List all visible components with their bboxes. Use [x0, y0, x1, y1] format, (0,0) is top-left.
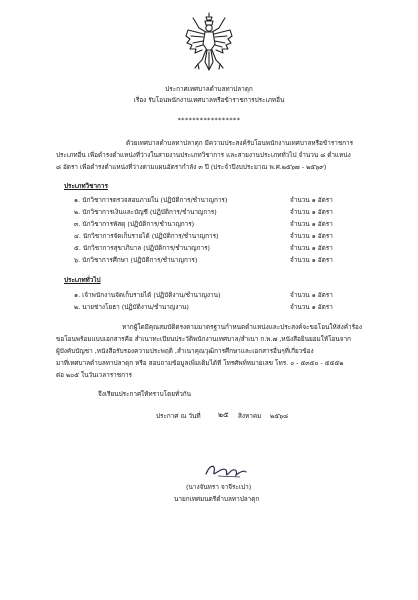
general-section-heading: ประเภททั่วไป: [64, 276, 101, 284]
academic-item-name: ๒. นักวิชาการเงินและบัญชี (ปฏิบัติการ/ชำนาญการ): [74, 208, 217, 216]
general-item-name: ๒. นายช่างโยธา (ปฏิบัติงาน/ชำนาญงาน): [74, 303, 189, 311]
date-day: ๒๕: [218, 410, 229, 419]
signer-name: (นางจันทรา จาจีระเปา): [186, 483, 252, 491]
signature-icon: [200, 460, 250, 482]
announcement-title: ประกาศเทศบาลตำบลทาปลาดุก: [165, 85, 253, 93]
academic-item-count: จำนวน ๑ อัตรา: [290, 244, 333, 252]
closing-statement: จึงเรียนประกาศให้ทราบโดยทั่วกัน: [98, 390, 192, 398]
general-item-count: จำนวน ๑ อัตรา: [290, 303, 333, 311]
academic-item-name: ๖. นักวิชาการศึกษา (ปฏิบัติการ/ชำนาญการ): [74, 256, 198, 264]
academic-item-name: ๑. นักวิชาการตรวจสอบภายใน (ปฏิบัติการ/ชำนาญการ): [74, 196, 228, 204]
academic-section-heading: ประเภทวิชาการ: [64, 182, 108, 190]
academic-item-name: ๓. นักวิชาการพัสดุ (ปฏิบัติการ/ชำนาญการ): [74, 220, 195, 228]
general-item-name: ๑. เจ้าพนักงานจัดเก็บรายได้ (ปฏิบัติงาน/ชำนาญงาน): [74, 291, 221, 299]
body-line-3: ผู้บังคับบัญชา ,หนังสือรับรองความประพฤติ ,สำเนาคุณวุฒิการศึกษาและเอกสารอื่นๆที่เกี่ยวข้อง: [56, 347, 314, 355]
date-year: ๒๕๖๘: [270, 412, 289, 420]
date-prefix: ประกาศ ณ วันที่: [156, 412, 201, 420]
academic-item-name: ๔. นักวิชาการจัดเก็บรายได้ (ปฏิบัติการ/ชำนาญการ): [74, 232, 219, 240]
academic-item-count: จำนวน ๑ อัตรา: [290, 232, 333, 240]
academic-item-count: จำนวน ๑ อัตรา: [290, 208, 333, 216]
body-line-1: หากผู้ใดมีคุณสมบัติตรงตามมาตรฐานกำหนดตำแหน่งและประสงค์จะขอโอนให้ส่งคำร้อง: [122, 323, 363, 331]
body-line-2: ขอโอนพร้อมแบบเอกสารคือ สำเนาทะเบียนประวัติพนักงานเทศบาล/สำเนา ก.พ.๗ ,หนังสือยินยอมให้โอนจาก: [56, 335, 351, 343]
body-line-5: ต่อ ๒๐๕ ในวันเวลาราชการ: [56, 371, 132, 379]
announcement-subject: เรื่อง รับโอนพนักงานเทศบาลหรือข้าราชการประเภทอื่น: [133, 96, 285, 104]
academic-item-count: จำนวน ๑ อัตรา: [290, 196, 333, 204]
academic-item-count: จำนวน ๑ อัตรา: [290, 256, 333, 264]
general-item-count: จำนวน ๑ อัตรา: [290, 291, 333, 299]
garuda-emblem-icon: [184, 12, 234, 74]
body-line-4: มาที่เทศบาลตำบลทาปลาดุก หรือ สอบถามข้อมูลเพิ่มเติมได้ที่ โทรศัพท์หมายเลข โทร. ๐ - ๕๓๕๐ - ๕๕๕๒: [56, 359, 344, 367]
academic-item-name: ๕. นักวิชาการสุขาภิบาล (ปฏิบัติการ/ชำนาญการ): [74, 244, 211, 252]
separator-stars: *****************: [177, 116, 241, 124]
intro-line-1: ด้วยเทศบาลตำบลทาปลาดุก มีความประสงค์รับโอนพนักงานเทศบาลหรือข้าราชการ: [126, 139, 354, 147]
date-month: สิงหาคม: [238, 412, 262, 420]
intro-line-3: ๘ อัตรา เพื่อดำรงตำแหน่งที่ว่างตามแผนอัตรากำลัง ๓ ปี (ประจำปีงบประมาณ พ.ศ.๒๕๖๗ - ๒๕๖๙): [56, 163, 327, 171]
signer-position: นายกเทศมนตรีตำบลทาปลาดุก: [174, 495, 260, 503]
academic-item-count: จำนวน ๑ อัตรา: [290, 220, 333, 228]
intro-line-2: ประเภทอื่น เพื่อดำรงตำแหน่งที่ว่างในสายงานประเภทวิชาการ และสายงานประเภททั่วไป จำนวน ๘ ตำแหน่ง: [56, 151, 351, 159]
